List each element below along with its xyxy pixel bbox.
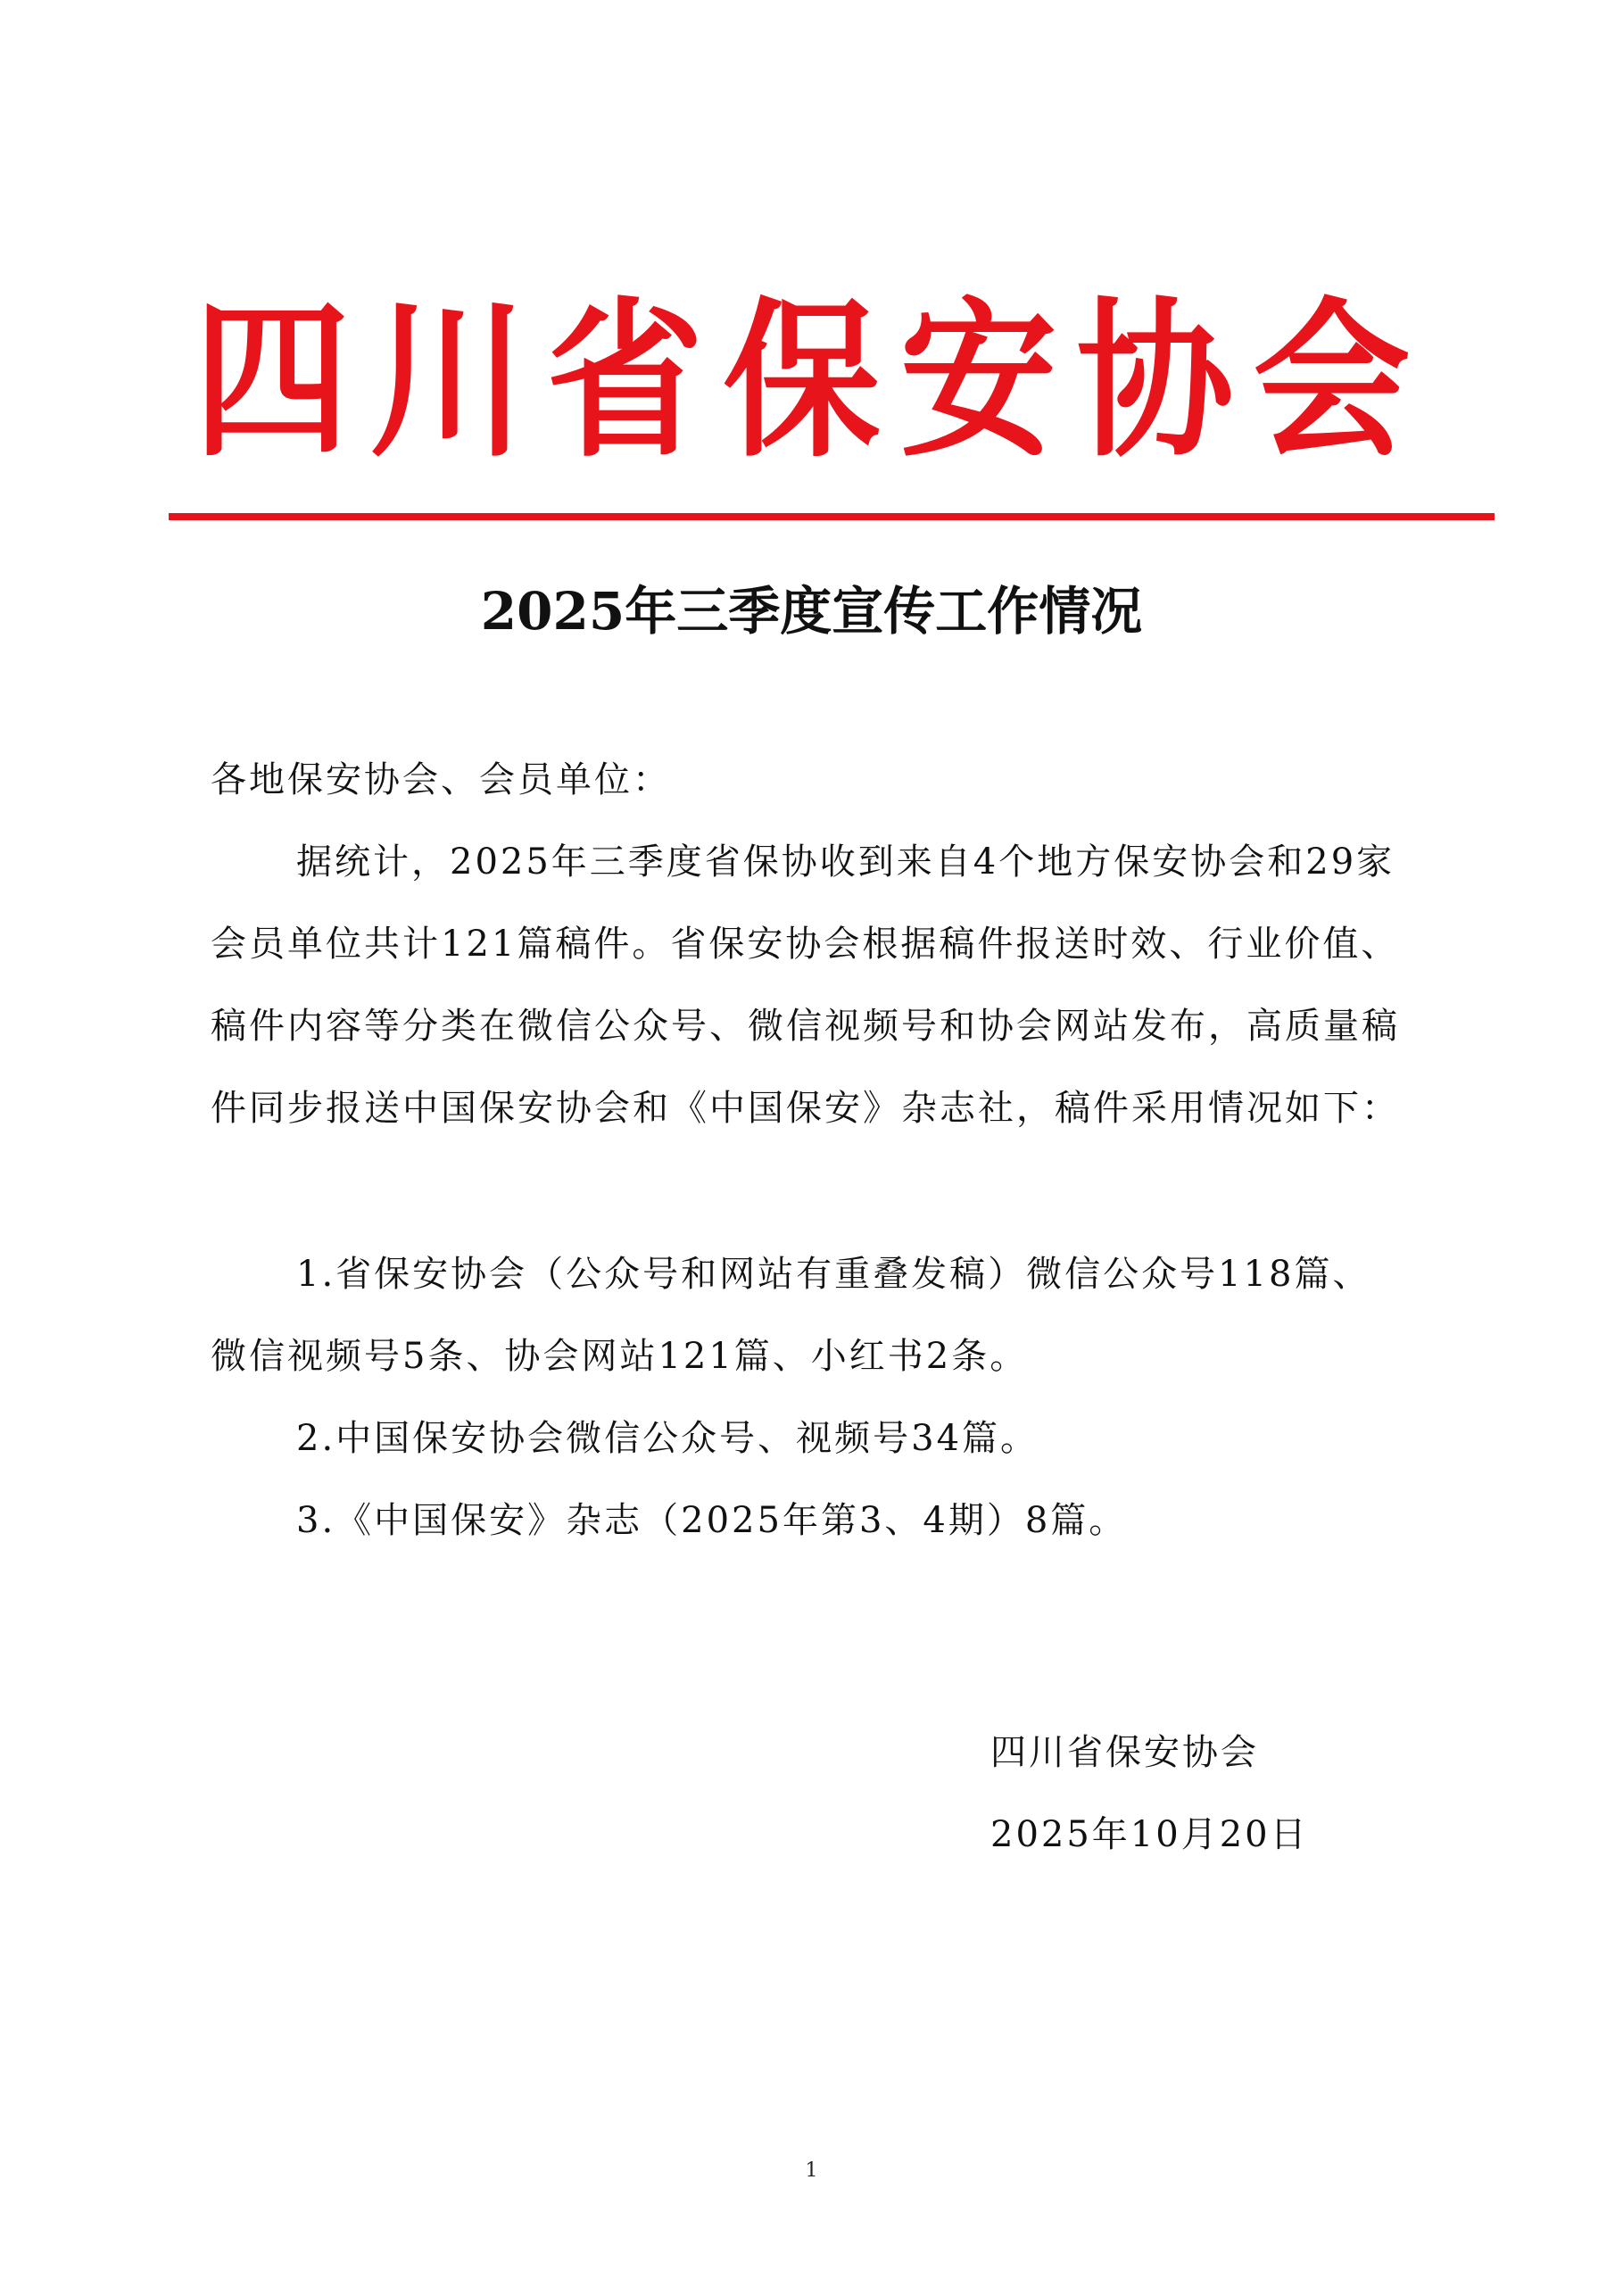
signature-org: 四川省保安协会 [990, 1732, 1259, 1773]
letterhead-org-name: 四川省保安协会 [193, 282, 1430, 481]
body-paragraph: 据统计，2025年三季度省保协收到来自4个地方保安协会和29家会员单位共计121篇稿件。省保安协会根据稿件报送时效、行业价值、稿件内容等分类在微信公众号、微信视频号和协会网站发布，高质量稿件同步报送中国保安协会和《中国保安》杂志社，稿件采用情况如下： [211, 841, 1400, 1129]
page-number: 1 [805, 2159, 818, 2182]
document-title: 2025年三季度宣传工作情况 [480, 581, 1143, 642]
list-item: 1.省保安协会（公众号和网站有重叠发稿）微信公众号118篇、微信视频号5条、协会网站121篇、小红书2条。 [211, 1254, 1371, 1377]
salutation: 各地保安协会、会员单位： [211, 759, 671, 800]
letterhead-red-rule [169, 513, 1495, 520]
list-item: 2.中国保安协会微信公众号、视频号34篇。 [296, 1418, 1039, 1459]
signature-date: 2025年10月20日 [990, 1814, 1309, 1855]
list-item: 3.《中国保安》杂志（2025年第3、4期）8篇。 [296, 1500, 1128, 1541]
